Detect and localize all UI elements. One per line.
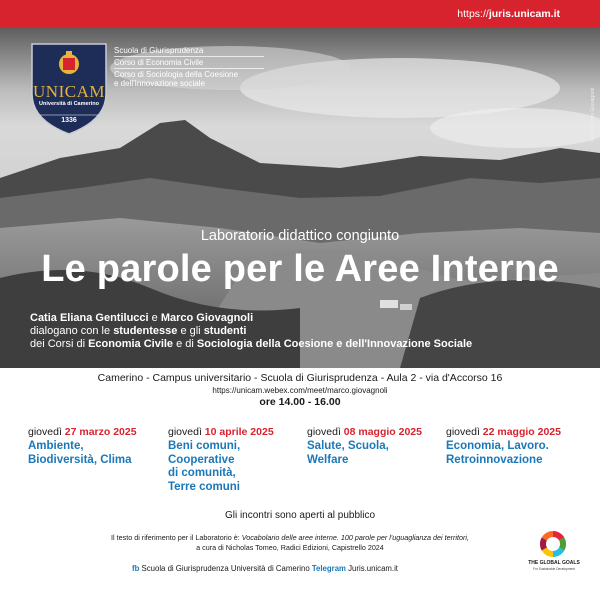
event-topic: Beni comuni, Cooperative di comunità, Terre comuni (168, 440, 241, 493)
event-date: giovedì 22 maggio 2025 (446, 426, 561, 438)
event-date: giovedì 10 aprile 2025 (168, 426, 274, 438)
event-1 (28, 426, 160, 467)
photo-credit: foto di Marco Giovagnoli (590, 88, 596, 142)
speakers-line-1: Catia Eliana Gentilucci e Marco Giovagnoli (30, 312, 254, 324)
speakers-line-3: dei Corsi di Economia Civile e di Sociologia della Coesione e dell'Innovazione Sociale (30, 337, 473, 350)
event-topic: Economia, Lavoro. Retroinnovazione (446, 440, 549, 466)
reference-text: Il testo di riferimento per il Laboratorio è: Vocabolario delle aree interne. 100 parole per l'uguaglianza dei territori, a cura di Nicholas Tomeo, Radici Edizioni, Capistrello 2024 (111, 533, 469, 552)
facebook-label[interactable]: fb (132, 564, 140, 573)
school-list (114, 46, 264, 89)
school-item: Corso di Economia Civile (114, 57, 204, 67)
telegram-label[interactable]: Telegram (311, 564, 346, 573)
webex-link[interactable]: https://unicam.webex.com/meet/marco.giovagnoli (212, 386, 388, 395)
public-note: Gli incontri sono aperti al pubblico (224, 510, 376, 521)
school-item: e dell'Innovazione sociale (114, 79, 205, 89)
global-goals-subtitle: For Sustainable Development (533, 567, 575, 571)
event-date: giovedì 27 marzo 2025 (28, 426, 137, 438)
social-links: fb Scuola di Giurisprudenza Università di Camerino Telegram Juris.unicam.it (132, 564, 398, 573)
event-hours: ore 14.00 - 16.00 (259, 396, 341, 408)
logo-year: 1336 (61, 117, 77, 124)
lab-title: Le parole per le Aree Interne (41, 248, 559, 290)
event-3 (307, 426, 439, 467)
speakers-line-2: dialogano con le studentesse e gli studenti (30, 324, 247, 337)
venue-address: Camerino - Campus universitario - Scuola di Giurisprudenza - Aula 2 - via d'Accorso 16 (97, 372, 503, 384)
event-topic: Salute, Scuola, Welfare (307, 440, 389, 466)
school-item: Corso di Sociologia della Coesione (114, 69, 239, 79)
event-2 (168, 426, 300, 494)
lab-subtitle: Laboratorio didattico congiunto (200, 228, 400, 244)
event-4 (446, 426, 578, 467)
school-item: Scuola di Giurisprudenza (114, 46, 204, 55)
top-bar (0, 0, 600, 28)
event-date: giovedì 08 maggio 2025 (307, 426, 422, 438)
global-goals-title: THE GLOBAL GOALS (528, 560, 580, 566)
event-topic: Ambiente, Biodiversità, Clima (28, 440, 132, 466)
logo-wordmark: UNICAM (33, 82, 105, 101)
website-link[interactable]: https://juris.unicam.it (457, 8, 560, 20)
logo-university: Università di Camerino (39, 101, 99, 107)
speakers-block (30, 312, 472, 350)
